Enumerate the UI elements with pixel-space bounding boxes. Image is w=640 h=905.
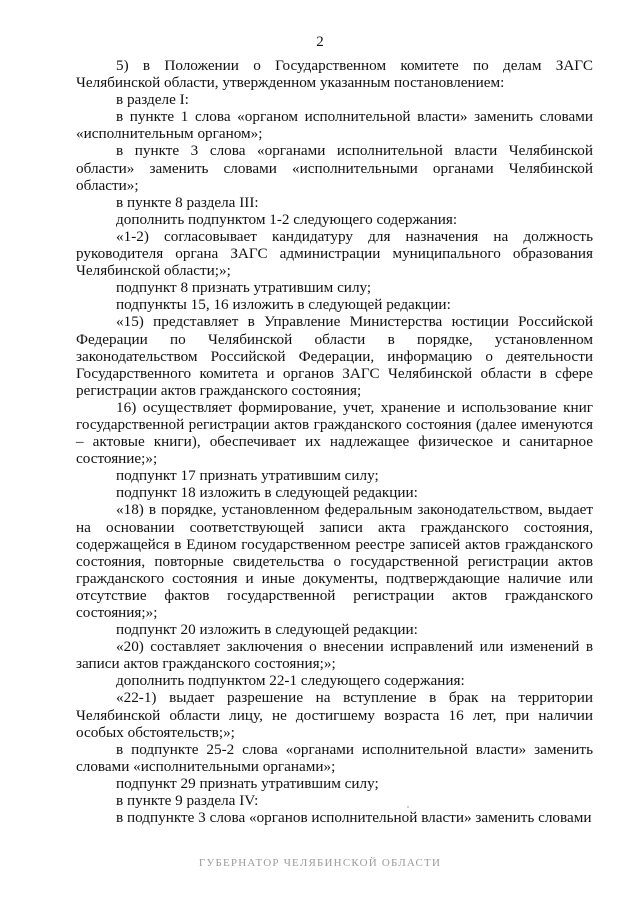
page-number: 2: [316, 34, 324, 50]
paragraph: «15) представляет в Управление Министерства юстиции Российской Федерации по Челябинской области в порядке, установленном законодательством Российской Федерации, информацию о деятельности Государственного комитета и органов ЗАГС Челябинской области в сфере регистрации актов гражданского состояния;: [76, 313, 593, 399]
paragraph: дополнить подпунктом 1-2 следующего содержания:: [116, 210, 458, 228]
paragraph: «20) составляет заключения о внесении исправлений или изменений в записи актов гражданского состояния;»;: [76, 638, 593, 673]
paragraph: «1-2) согласовывает кандидатуру для назначения на должность руководителя органа ЗАГС администрации муниципального образования Челябинской области;»;: [76, 227, 593, 280]
paragraph: в пункте 1 слова «органом исполнительной власти» заменить словами «исполнительным органом»;: [76, 108, 593, 143]
document-body: [76, 57, 593, 826]
paragraph: в пункте 3 слова «органами исполнительной власти Челябинской области» заменить словами «исполнительными органами Челябинской области»;: [76, 142, 593, 194]
scan-speck: [407, 806, 409, 808]
paragraph: 5) в Положении о Государственном комитете по делам ЗАГС Челябинской области, утвержденном указанным постановлением:: [76, 57, 593, 92]
paragraph: подпункт 20 изложить в следующей редакции:: [116, 621, 418, 639]
paragraph: в пункте 9 раздела IV:: [116, 792, 259, 810]
paragraph: в подпункте 25-2 слова «органами исполнительной власти» заменить словами «исполнительными органами»;: [76, 740, 593, 775]
paragraph: в подпункте 3 слова «органов исполнительной власти» заменить словами: [116, 809, 592, 827]
footer-watermark: ГУБЕРНАТОР ЧЕЛЯБИНСКОЙ ОБЛАСТИ: [198, 857, 442, 869]
paragraph: «22-1) выдает разрешение на вступление в брак на территории Челябинской области лицу, не достигшему возраста 16 лет, при наличии особых обстоятельств;»;: [76, 689, 593, 741]
paragraph: в разделе I:: [116, 91, 189, 109]
paragraph: подпункт 18 изложить в следующей редакции:: [116, 484, 418, 502]
paragraph: 16) осуществляет формирование, учет, хранение и использование книг государственной регистрации актов гражданского состояния (далее именуются – актовые книги), обеспечивает их надлежащее физическое и санитарное состояние;»;: [76, 398, 593, 468]
paragraph: «18) в порядке, установленном федеральным законодательством, выдает на основании соответствующей записи акта гражданского состояния, содержащейся в Едином государственном реестре записей актов гражданского состояния, повторные свидетельства о государственной регистрации актов гражданского состояния и иные документы, подтверждающие наличие или отсутствие фактов государственной регистрации актов гражданского состояния;»;: [76, 501, 593, 621]
paragraph: подпункты 15, 16 изложить в следующей редакции:: [116, 296, 451, 314]
paragraph: подпункт 17 признать утратившим силу;: [116, 467, 379, 485]
paragraph: в пункте 8 раздела III:: [116, 193, 259, 211]
paragraph: подпункт 29 признать утратившим силу;: [116, 774, 379, 792]
paragraph: дополнить подпунктом 22-1 следующего содержания:: [116, 672, 465, 690]
paragraph: подпункт 8 признать утратившим силу;: [116, 279, 372, 297]
